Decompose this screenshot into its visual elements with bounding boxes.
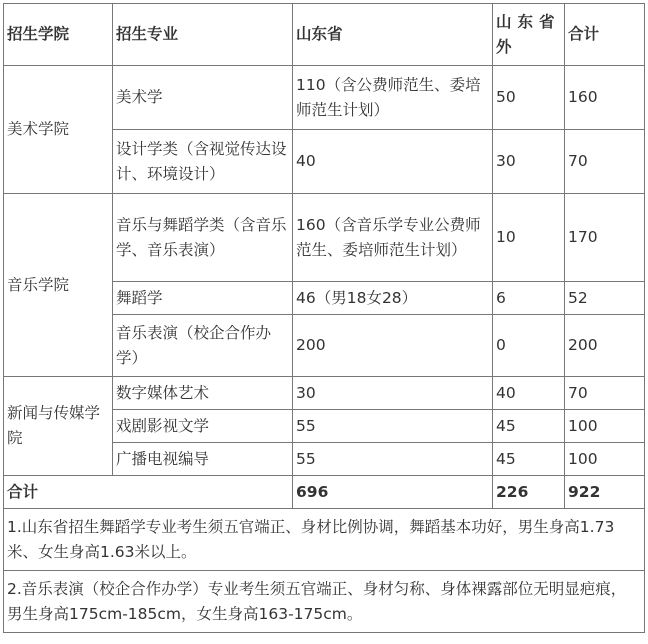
- total-cell: 70: [565, 130, 645, 194]
- shandong-cell: 46（男18女28）: [293, 282, 493, 315]
- total-cell: 70: [565, 377, 645, 410]
- note-row: [4, 571, 645, 633]
- summary-shandong: 696: [293, 476, 493, 509]
- note-dance: 1.山东省招生舞蹈学专业考生须五官端正、身材比例协调，舞蹈基本功好，男生身高1.73米、女生身高1.63米以上。: [4, 509, 645, 571]
- total-cell: 170: [565, 194, 645, 282]
- outside-cell: 6: [493, 282, 565, 315]
- total-cell: 160: [565, 66, 645, 130]
- college-cell: 美术学院: [4, 66, 113, 194]
- major-cell: 广播电视编导: [113, 443, 293, 476]
- header-total: 合计: [565, 4, 645, 66]
- major-cell: 音乐与舞蹈学类（含音乐学、音乐表演）: [113, 194, 293, 282]
- shandong-cell: 55: [293, 410, 493, 443]
- summary-row: [4, 476, 645, 509]
- outside-cell: 40: [493, 377, 565, 410]
- outside-cell: 30: [493, 130, 565, 194]
- table-row: [4, 194, 645, 282]
- enrollment-plan-table: [3, 3, 645, 633]
- header-row: [4, 4, 645, 66]
- outside-cell: 45: [493, 410, 565, 443]
- major-cell: 舞蹈学: [113, 282, 293, 315]
- total-cell: 100: [565, 410, 645, 443]
- shandong-cell: 40: [293, 130, 493, 194]
- summary-label: 合计: [4, 476, 293, 509]
- shandong-cell: 30: [293, 377, 493, 410]
- header-outside: 山东省外: [493, 4, 565, 66]
- shandong-cell: 200: [293, 315, 493, 377]
- note-music-performance: 2.音乐表演（校企合作办学）专业考生须五官端正、身材匀称、身体裸露部位无明显疤痕，男生身高175cm-185cm，女生身高163-175cm。: [4, 571, 645, 633]
- major-cell: 戏剧影视文学: [113, 410, 293, 443]
- note-row: [4, 509, 645, 571]
- summary-total: 922: [565, 476, 645, 509]
- shandong-cell: 160（含音乐学专业公费师范生、委培师范生计划）: [293, 194, 493, 282]
- total-cell: 52: [565, 282, 645, 315]
- major-cell: 数字媒体艺术: [113, 377, 293, 410]
- shandong-cell: 110（含公费师范生、委培师范生计划）: [293, 66, 493, 130]
- total-cell: 200: [565, 315, 645, 377]
- header-college: 招生学院: [4, 4, 113, 66]
- outside-cell: 0: [493, 315, 565, 377]
- college-cell: 音乐学院: [4, 194, 113, 377]
- header-major: 招生专业: [113, 4, 293, 66]
- major-cell: 音乐表演（校企合作办学）: [113, 315, 293, 377]
- shandong-cell: 55: [293, 443, 493, 476]
- header-shandong: 山东省: [293, 4, 493, 66]
- outside-cell: 50: [493, 66, 565, 130]
- outside-cell: 45: [493, 443, 565, 476]
- table-row: [4, 66, 645, 130]
- major-cell: 美术学: [113, 66, 293, 130]
- college-cell: 新闻与传媒学院: [4, 377, 113, 476]
- outside-cell: 10: [493, 194, 565, 282]
- table-row: [4, 377, 645, 410]
- total-cell: 100: [565, 443, 645, 476]
- major-cell: 设计学类（含视觉传达设计、环境设计）: [113, 130, 293, 194]
- summary-outside: 226: [493, 476, 565, 509]
